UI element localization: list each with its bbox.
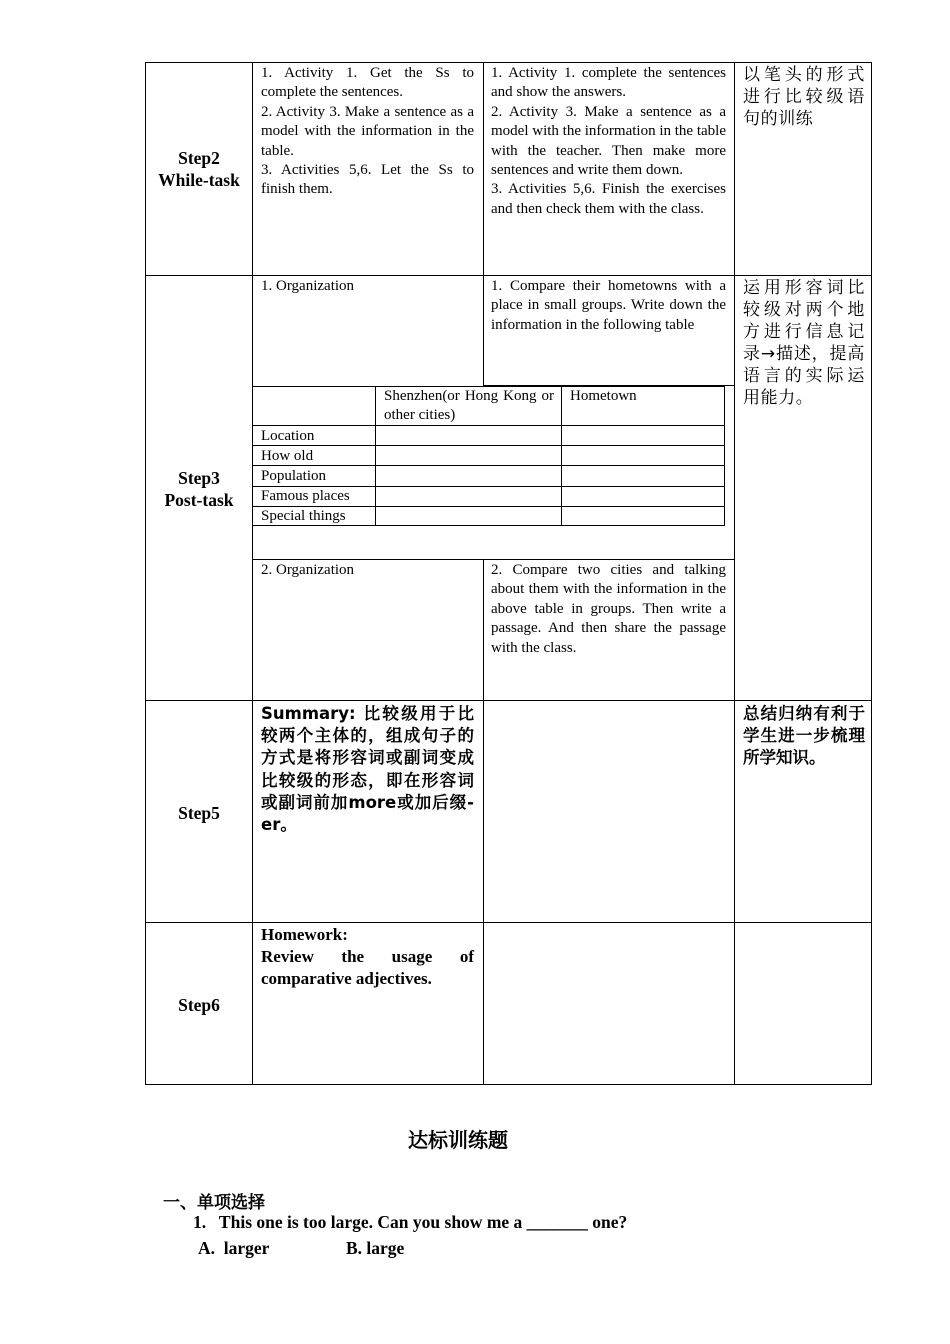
table-row-label: How old	[261, 448, 314, 464]
row-divider	[145, 922, 872, 923]
table-bottom-border	[145, 1084, 872, 1085]
student-activity-cell: 1. Compare their hometowns with a place in small groups. Write down the information in the following table	[491, 278, 726, 333]
teacher-activity-cell: 1. Organization	[261, 278, 355, 294]
column-divider	[483, 559, 484, 1085]
table-row-label: Famous places	[261, 488, 350, 504]
row-divider	[145, 700, 872, 701]
option-b[interactable]: B. large	[346, 1238, 405, 1258]
table-header-cell: Hometown	[570, 388, 637, 404]
student-activity-cell: 2. Compare two cities and talking about them with the information in the above table in groups. Then write a passage. And then share the passage with the class.	[491, 562, 726, 656]
table-row-label: Location	[261, 428, 315, 444]
table-row-label: Population	[261, 468, 327, 484]
row-divider	[145, 275, 872, 276]
section-heading: 一、单项选择	[163, 1193, 265, 1213]
table-left-border	[145, 62, 146, 1085]
table-top-border	[145, 62, 872, 63]
column-divider	[483, 62, 484, 386]
purpose-cell: 运用形容词比较级对两个地方进行信息记录→描述，提高语言的实际运用能力。	[743, 278, 865, 408]
teacher-activity-cell: 2. Organization	[261, 562, 355, 578]
exercise-title: 达标训练题	[408, 1128, 508, 1152]
table-row-label: Special things	[261, 508, 346, 524]
table-right-border	[871, 62, 872, 1085]
step-label: Step3 Post-task	[164, 468, 234, 510]
step-label: Step2 While-task	[158, 148, 240, 190]
step-label: Step6	[178, 995, 220, 1015]
purpose-cell: 以笔头的形式进行比较级语句的训练	[743, 65, 865, 129]
column-divider	[252, 62, 253, 1085]
teacher-activity-cell: 1. Activity 1. Get the Ss to complete the sentences. 2. Activity 3. Make a sentence as a model with the information in the table. 3. Activities 5,6. Let the Ss to finish them.	[261, 65, 474, 198]
summary-cell: Summary: 比较级用于比较两个主体的，组成句子的方式是将形容词或副词变成比较级的形态，即在形容词或副词前加more或加后缀-er。	[261, 704, 474, 835]
homework-cell: Homework: Review the usage of comparative adjectives.	[261, 925, 474, 988]
purpose-cell: 总结归纳有利于学生进一步梳理所学知识。	[743, 704, 865, 768]
student-activity-cell: 1. Activity 1. complete the sentences and show the answers. 2. Activity 3. Make a sentence as a model with the information in the table with the teacher. Then make more sentences and write them down. 3. Activities 5,6. Finish the exercises and then check them with the class.	[491, 65, 726, 217]
column-divider	[734, 62, 735, 1085]
table-header-cell: Shenzhen(or Hong Kong or other cities)	[384, 388, 554, 423]
option-a[interactable]: A. larger	[198, 1238, 270, 1258]
step-label: Step5	[178, 803, 220, 823]
question-text: 1. This one is too large. Can you show me a _______ one?	[193, 1212, 628, 1232]
row-divider	[252, 559, 734, 560]
